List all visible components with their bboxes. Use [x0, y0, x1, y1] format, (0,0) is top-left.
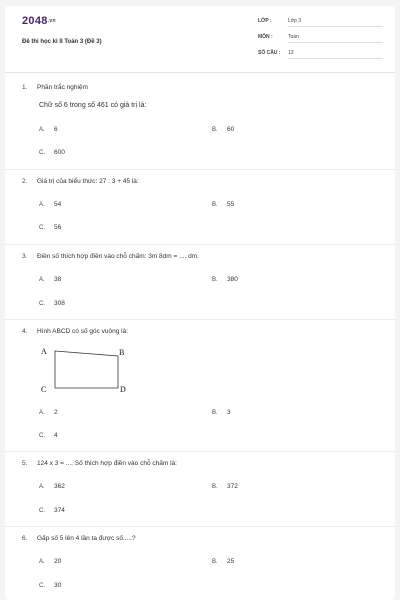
option-letter: C.	[39, 508, 45, 514]
option-b[interactable]	[212, 558, 234, 565]
question-number: 1.	[22, 84, 28, 91]
question-subtext: Chữ số 6 trong số 461 có giá trị là:	[39, 102, 147, 109]
option-value: 374	[54, 507, 65, 514]
question-text: Hình ABCD có số góc vuông là:	[37, 328, 129, 335]
vertex-label-d: D	[120, 385, 126, 394]
question-text: 124 x 3 = .... Số thích hợp điền vào chỗ chấm là:	[37, 460, 177, 467]
question-text: Giá trị của biểu thức: 27 : 3 + 45 là:	[37, 178, 139, 185]
meta-value: 13	[288, 50, 383, 59]
option-a[interactable]	[39, 409, 58, 416]
option-value: 55	[227, 201, 235, 208]
option-b[interactable]	[212, 409, 231, 416]
meta-value: Toán	[288, 34, 383, 43]
option-letter: C.	[39, 301, 45, 307]
option-value: 380	[227, 276, 238, 283]
quadrilateral-figure	[39, 344, 139, 396]
option-letter: A.	[39, 484, 45, 490]
option-value: 372	[227, 483, 238, 490]
option-value: 362	[54, 483, 65, 490]
meta-question-count	[258, 50, 383, 61]
question-number: 3.	[22, 253, 28, 260]
option-value: 4	[54, 432, 58, 439]
option-value: 600	[54, 149, 65, 156]
option-letter: A.	[39, 410, 45, 416]
meta-subject	[258, 34, 383, 45]
option-c[interactable]	[39, 149, 65, 156]
question-text: Gấp số 5 lên 4 lần ta được số.....?	[37, 535, 136, 542]
option-letter: C.	[39, 583, 45, 589]
option-a[interactable]	[39, 558, 61, 565]
option-a[interactable]	[39, 483, 65, 490]
option-letter: B.	[212, 559, 218, 565]
option-a[interactable]	[39, 276, 61, 283]
divider	[5, 244, 395, 245]
meta-label: MÔN :	[258, 34, 273, 40]
option-letter: C.	[39, 433, 45, 439]
option-value: 56	[54, 224, 62, 231]
vertex-label-a: A	[41, 347, 47, 356]
question-number: 2.	[22, 178, 28, 185]
option-letter: B.	[212, 410, 218, 416]
option-letter: B.	[212, 202, 218, 208]
meta-label: SỐ CÂU :	[258, 50, 281, 56]
option-value: 20	[54, 558, 62, 565]
option-letter: B.	[212, 277, 218, 283]
option-letter: A.	[39, 202, 45, 208]
vertex-label-c: C	[41, 385, 47, 394]
meta-class	[258, 18, 383, 29]
divider	[5, 319, 395, 320]
logo[interactable]	[22, 15, 56, 27]
option-a[interactable]	[39, 126, 58, 133]
option-c[interactable]	[39, 582, 61, 589]
meta-value: Lớp 3	[288, 18, 383, 27]
option-letter: A.	[39, 277, 45, 283]
option-value: 3	[227, 409, 231, 416]
option-letter: A.	[39, 559, 45, 565]
question-number: 6.	[22, 535, 28, 542]
option-letter: C.	[39, 150, 45, 156]
logo-suffix: .vn	[47, 18, 56, 25]
question-text: Phần trắc nghiệm	[37, 84, 88, 91]
exam-header	[5, 6, 395, 73]
option-letter: B.	[212, 484, 218, 490]
option-b[interactable]	[212, 126, 234, 133]
option-letter: A.	[39, 127, 45, 133]
option-letter: C.	[39, 225, 45, 231]
option-value: 38	[54, 276, 62, 283]
option-b[interactable]	[212, 483, 238, 490]
option-b[interactable]	[212, 276, 238, 283]
option-c[interactable]	[39, 300, 65, 307]
question-number: 4.	[22, 328, 28, 335]
quadrilateral-shape	[55, 351, 118, 388]
option-c[interactable]	[39, 507, 65, 514]
option-letter: B.	[212, 127, 218, 133]
option-b[interactable]	[212, 201, 234, 208]
option-value: 54	[54, 201, 62, 208]
question-text: Điền số thích hợp điền vào chỗ chấm: 3m 8dm = .... dm.	[37, 253, 199, 260]
exam-page	[5, 6, 395, 600]
option-value: 6	[54, 126, 58, 133]
vertex-label-b: B	[119, 348, 125, 357]
divider	[5, 169, 395, 170]
option-value: 308	[54, 300, 65, 307]
question-number: 5.	[22, 460, 28, 467]
option-c[interactable]	[39, 224, 61, 231]
option-a[interactable]	[39, 201, 61, 208]
option-value: 30	[54, 582, 62, 589]
option-value: 25	[227, 558, 235, 565]
exam-title: Đề thi học kì II Toán 3 (Đề 3)	[22, 39, 102, 45]
option-value: 60	[227, 126, 235, 133]
logo-text: 2048	[22, 15, 48, 27]
meta-label: LỚP :	[258, 18, 272, 24]
divider	[5, 526, 395, 527]
option-c[interactable]	[39, 432, 58, 439]
divider	[5, 451, 395, 452]
option-value: 2	[54, 409, 58, 416]
